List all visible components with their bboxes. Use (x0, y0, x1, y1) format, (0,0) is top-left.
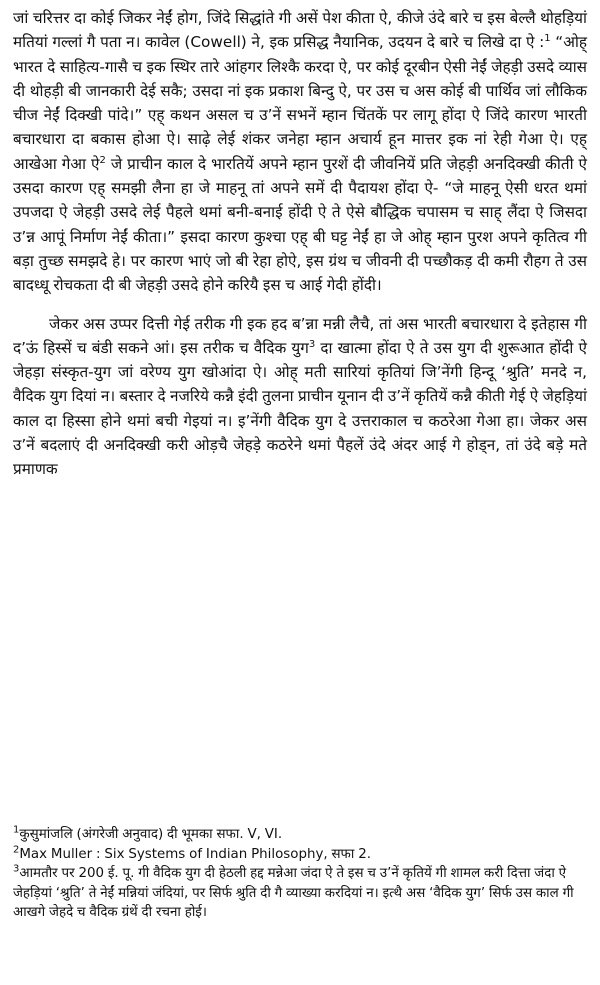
footnote-mark: 2 (13, 844, 20, 856)
footnote (13, 825, 587, 845)
footnote-mark: 3 (13, 863, 20, 875)
footnote-text: कुसुमांजलि (अंगरेजी अनुवाद) दी भूमका सफा. V, VI. (19, 827, 283, 842)
body-paragraph (13, 6, 587, 298)
footnote-mark: 1 (13, 824, 20, 836)
paragraph-text: जां चरित्तर दा कोई जिकर नेईं होग, जिंदे सिद्धांते गी असें पेश कीता ऐ, कीजे उंदे बारे च इस बेल्लै थोहड़ियां मतियां गल्लां गै पता न। कावेल (Cowell) ने, इक प्रसिद्ध नैयानिक, उदयन दे बारे च लिखे दा ऐ : (13, 9, 587, 52)
paragraph-text: जेकर अस उप्पर दित्ती गेई तरीक गी इक हद ब’न्ना मन्नी लैचै, तां अस भारती बचारधारा दे इतेहास गी द’ऊं हिस्सें च बंडी सकने आं। इस तरीक च वैदिक युग (13, 314, 587, 357)
paragraph-text: जे प्राचीन काल दे भारतियें अपने म्हान पुरशें दी जीवनियें प्रति जेहड़ी अनदिक्खी कीती ऐ उसदा कारण एह् समझी लैना हा जे माहनू तां अपने समें दी पैदायश होंदा ऐ- “जे माहनू ऐसी धरत थमां उपजदा ऐ जेहड़ी उसदे लेई पैहले थमां बनी-बनाई होंदी ऐ ते ऐसे बौद्धिक चपासम च साह् लैंदा ऐ जिसदा उ’न्न आपूं निर्माण नेईं कीता।” इसदा कारण कुश्चा एह् बी घट्ट नेईं हा जे ओह् म्हान पुरश अपने कृतित्व गी बड़ा तुच्छ समझदे हे। पर कारण भाएं जो बी रेहा होऐ, इस ग्रंथ च जीवनी दी पच्छौकड़ दी कमी रौहग ते उस बादध्धू रोचकता दी बी जेहड़ी उसदे होने करियै इस च आई गेदी होंदी। (13, 154, 587, 295)
paragraph-text: दा खात्मा होंदा ऐ ते उस युग दी शुरूआत होंदी ऐ जेहड़ा संस्कृत-युग जां वरेण्य युग खोआंदा ऐ। ओह् मती सारियां कृतियां जि’नेंगी हिन्दू ‘श्रुति’ मनदे न, वैदिक युग दियां न। बस्तार दे नजरिये कन्नै इंदी तुलना प्राचीन यूनान दी उ’नें कृतियें कन्नै कीती गेई ऐ जेहड़ियां काल दा हिस्सा होने थमां बची गेइयां न। इ’नेंगी वैदिक युग दे उत्तराकाल च कठरेआ गेआ हा। जेकर अस उ’नें बदलाएं दी अनदिक्खी करी ओड़चै जेहड़े कठरेने थमां पैहलें उंदे अंदर आई गे होड्न, तां उंदे बड़े मते प्रमाणक (13, 338, 587, 479)
footnote (13, 864, 587, 923)
footnotes (13, 825, 587, 923)
footnote-reference: 3 (308, 338, 316, 350)
footnote-reference: 1 (544, 33, 551, 45)
body-paragraph (13, 312, 587, 482)
footnote-reference: 2 (99, 154, 106, 166)
footnote-text: आमतौर पर 200 ई. पू. गी वैदिक युग दी हेठली हद्द मन्नेआ जंदा ऐ ते इस च उ’नें कृतियें गी शामल करी दित्ता जंदा ऐ जेहड़ियां ‘श्रुति’ ते नेईं मन्नियां जंदियां, पर सिर्फ श्रुति दी गै व्याख्या करदियां न। इत्थै अस ‘वैदिक युग’ सिर्फ उस काल गी आखगे जेहदे च वैदिक ग्रंथें दी रचना होई। (13, 866, 574, 921)
footnote (13, 845, 587, 865)
paragraph-text: “ओह् भारत दे साहित्य-गासै च इक स्थिर तारे आंहगर लिश्कै करदा ऐ, पर कोई दूरबीन ऐसी नेईं जेहड़ी उसदे व्यास दी थोहड़ी बी जानकारी देई सकै; उसदा नां इक प्रकाश बिन्दु ऐ, पर उस च अस कोई बी पार्थिव जां लौकिक चीज नेईं दिक्खी पांदे।” एह् कथन असल च उ’नें सभनें म्हान चिंतकें पर लागू होंदा ऐ जिंदे कारण भारती बचारधारा दा बकास होआ ऐ। साढ़े लेई शंकर जनेहा म्हान अचार्य हून मात्तर इक नां रेही गेआ ऐ। एह् आखेआ गेआ ऐ (13, 33, 587, 173)
footnote-text: Max Muller : Six Systems of Indian Philosophy, सफा 2. (19, 846, 371, 862)
